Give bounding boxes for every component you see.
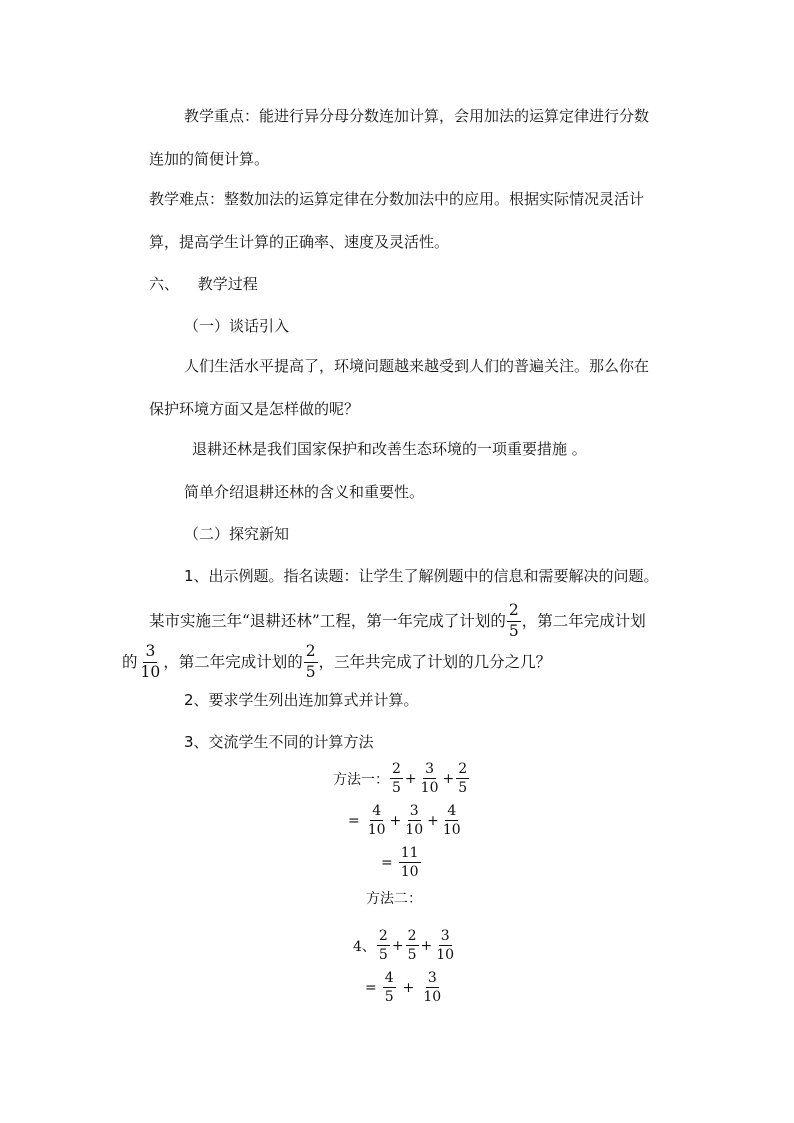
denominator: 10 bbox=[442, 822, 461, 838]
numerator: 4 bbox=[372, 803, 382, 819]
fraction bbox=[406, 929, 419, 962]
plus-sign: + bbox=[427, 812, 439, 829]
numerator: 3 bbox=[409, 803, 419, 819]
problem-line2 bbox=[122, 640, 551, 684]
section6-number: 六、 bbox=[149, 275, 180, 293]
method2-label: 方法二： bbox=[366, 891, 422, 907]
plus-sign: + bbox=[420, 937, 433, 954]
method2-row2 bbox=[364, 971, 444, 1004]
part1-paragraph2: 退耕还林是我们国家保护和改善生态环境的一项重要措施 。 bbox=[192, 440, 587, 458]
denominator: 10 bbox=[140, 662, 161, 681]
equals-sign: = bbox=[365, 979, 377, 996]
numerator: 2 bbox=[392, 761, 401, 777]
denominator: 5 bbox=[392, 780, 401, 796]
numerator: 3 bbox=[427, 970, 437, 986]
method1-row2 bbox=[347, 804, 464, 837]
step2-text: 2、要求学生列出连加算式并计算。 bbox=[184, 691, 419, 709]
equals-sign: = bbox=[381, 854, 393, 871]
fraction bbox=[507, 603, 521, 639]
fraction bbox=[421, 971, 443, 1004]
fraction bbox=[403, 804, 425, 837]
numerator: 2 bbox=[458, 761, 468, 777]
difficulty-line2: 算，提高学生计算的正确率、速度及灵活性。 bbox=[149, 233, 450, 251]
fraction bbox=[434, 929, 456, 962]
numerator: 3 bbox=[440, 928, 450, 944]
plus-sign: + bbox=[404, 770, 417, 787]
numerator: 11 bbox=[400, 845, 419, 861]
numerator: 4 bbox=[384, 970, 394, 986]
denominator: 10 bbox=[405, 822, 424, 838]
fraction bbox=[441, 804, 463, 837]
fraction bbox=[456, 762, 469, 795]
denominator: 10 bbox=[420, 780, 439, 796]
plus-sign: + bbox=[402, 979, 415, 996]
denominator: 5 bbox=[407, 947, 417, 963]
numerator: 2 bbox=[507, 603, 521, 622]
fraction bbox=[366, 804, 388, 837]
numerator: 2 bbox=[304, 644, 318, 663]
step1-text: 1、出示例题。指名读题：让学生了解例题中的信息和需要解决的问题。 bbox=[184, 567, 659, 585]
problem-text-seg1: 某市实施三年“退耕还林”工程，第一年完成了计划的 bbox=[149, 612, 506, 630]
numerator: 3 bbox=[425, 761, 435, 777]
part1-paragraph1-line2: 保护环境方面又是怎样做的呢？ bbox=[149, 400, 360, 418]
denominator: 5 bbox=[508, 621, 519, 640]
numerator: 3 bbox=[143, 644, 157, 663]
plus-sign: + bbox=[389, 812, 402, 829]
method1-row1 bbox=[333, 762, 470, 795]
key-points-line1: 教学重点：能进行异分母分数连加计算，会用加法的运算定律进行分数 bbox=[184, 107, 650, 125]
fraction bbox=[399, 846, 421, 879]
plus-sign: + bbox=[442, 770, 455, 787]
method2-prefix: 4、 bbox=[353, 938, 376, 955]
part2-heading: （二）探究新知 bbox=[184, 525, 290, 543]
method1-row3 bbox=[380, 846, 422, 879]
numerator: 2 bbox=[407, 928, 417, 944]
denominator: 5 bbox=[378, 947, 388, 963]
problem-text-seg2: ，第二年完成计划 bbox=[521, 612, 646, 630]
problem-text-seg3: 的 bbox=[122, 653, 138, 671]
method1-label: 方法一： bbox=[333, 771, 389, 788]
denominator: 5 bbox=[458, 780, 468, 796]
denominator: 10 bbox=[436, 947, 455, 963]
denominator: 5 bbox=[305, 662, 316, 681]
fraction bbox=[377, 929, 390, 962]
problem-text-seg4: ，第二年完成计划的 bbox=[163, 653, 303, 671]
problem-text-seg5: ，三年共完成了计划的几分之几？ bbox=[318, 653, 552, 671]
fraction bbox=[383, 971, 396, 1004]
fraction bbox=[139, 644, 163, 680]
section6-title: 教学过程 bbox=[197, 275, 258, 293]
part1-paragraph3: 简单介绍退耕还林的含义和重要性。 bbox=[184, 483, 425, 501]
key-points-line2: 连加的简便计算。 bbox=[149, 150, 270, 168]
plus-sign: + bbox=[391, 937, 404, 954]
section6-heading bbox=[149, 274, 258, 294]
method2-row1 bbox=[353, 929, 457, 962]
problem-line1 bbox=[149, 599, 646, 643]
fraction bbox=[390, 762, 403, 795]
part1-heading: （一）谈话引入 bbox=[184, 317, 290, 335]
equals-sign: = bbox=[348, 812, 360, 829]
numerator: 4 bbox=[447, 803, 457, 819]
denominator: 10 bbox=[367, 822, 386, 838]
denominator: 5 bbox=[384, 989, 394, 1005]
step3-text: 3、交流学生不同的计算方法 bbox=[184, 733, 374, 751]
numerator: 2 bbox=[378, 928, 388, 944]
denominator: 10 bbox=[400, 864, 419, 880]
difficulty-line1: 教学难点：整数加法的运算定律在分数加法中的应用。根据实际情况灵活计 bbox=[149, 190, 645, 208]
fraction bbox=[304, 644, 318, 680]
part1-paragraph1-line1: 人们生活水平提高了，环境问题越来越受到人们的普遍关注。那么你在 bbox=[184, 357, 650, 375]
denominator: 10 bbox=[423, 989, 442, 1005]
fraction bbox=[419, 762, 441, 795]
